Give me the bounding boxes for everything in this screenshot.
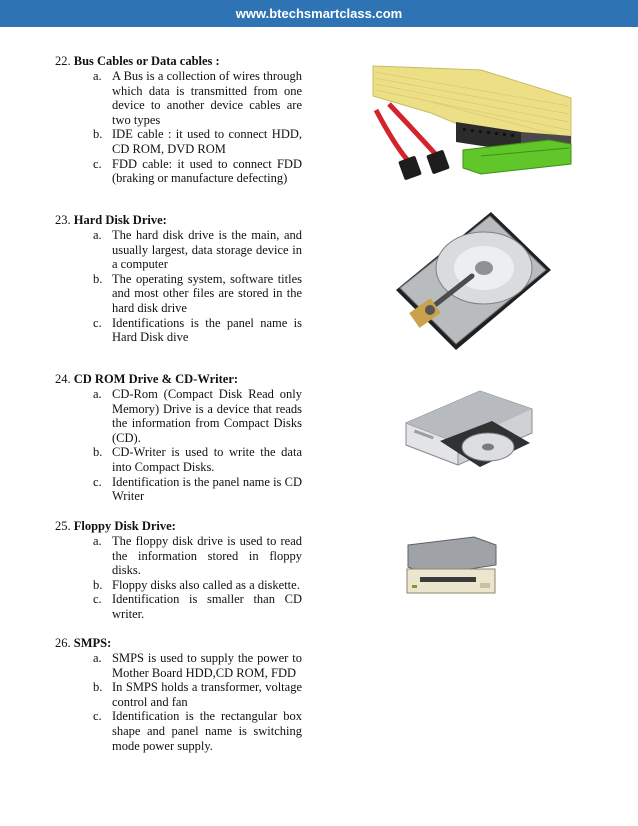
section-title: Bus Cables or Data cables : [73,54,220,68]
floppy-drive-photo [404,535,498,597]
section-heading: 25. Floppy Disk Drive: [55,519,176,533]
section-heading: 22. Bus Cables or Data cables : [55,54,220,68]
item-list [55,69,305,186]
list-item: c. Identification is smaller than CD writer. [93,592,302,621]
section-bus-cables [55,54,305,186]
list-item: a. A Bus is a collection of wires through which data is transmitted from one device to another device cables are two types [93,69,302,127]
list-item: b. Floppy disks also called as a diskette. [93,577,300,592]
list-item: b. IDE cable : it used to connect HDD, CD ROM, DVD ROM [93,127,302,156]
section-heading: 24. CD ROM Drive & CD-Writer: [55,372,239,386]
list-item: c. Identification is the panel name is CD Writer [93,474,302,504]
hard-disk-photo [386,200,556,355]
section-smps [55,636,305,753]
site-url: www.btechsmartclass.com [235,6,403,21]
section-floppy [55,519,305,622]
section-title: CD ROM Drive & CD-Writer: [73,372,239,386]
list-item: b. CD-Writer is used to write the data into Compact Disks. [93,445,302,474]
site-banner [0,0,638,27]
list-item: c. Identification is the rectangular box shape and panel name is switching mode power supply. [93,709,302,753]
list-item: a. CD-Rom (Compact Disk Read only Memory) Drive is a device that reads the information from Compact Disks (CD). [93,387,302,445]
item-list [55,651,305,753]
section-title: Floppy Disk Drive: [73,519,176,533]
list-item: b. The operating system, software titles and most other files are stored in the hard disk drive [93,271,302,315]
section-cd-rom [55,372,305,504]
section-hard-disk [55,213,305,345]
cd-rom-drive-photo [400,385,535,480]
section-heading: 23. Hard Disk Drive: [55,213,167,227]
data-cables-photo [371,58,576,183]
section-heading: 26. SMPS: [55,636,112,650]
list-item: c. Identifications is the panel name is Hard Disk dive [93,315,302,345]
list-item: a. The floppy disk drive is used to read the information stored in floppy disks. [93,534,302,578]
section-title: SMPS: [73,636,112,650]
list-item: a. SMPS is used to supply the power to Mother Board HDD,CD ROM, FDD [93,651,302,680]
list-item: a. The hard disk drive is the main, and usually largest, data storage device in a computer [93,228,302,272]
list-item: b. In SMPS holds a transformer, voltage control and fan [93,680,302,709]
item-list [55,534,305,622]
item-list [55,228,305,345]
item-list [55,387,305,504]
list-item: c. FDD cable: it used to connect FDD (braking or manufacture defecting) [93,156,302,186]
section-title: Hard Disk Drive: [73,213,167,227]
